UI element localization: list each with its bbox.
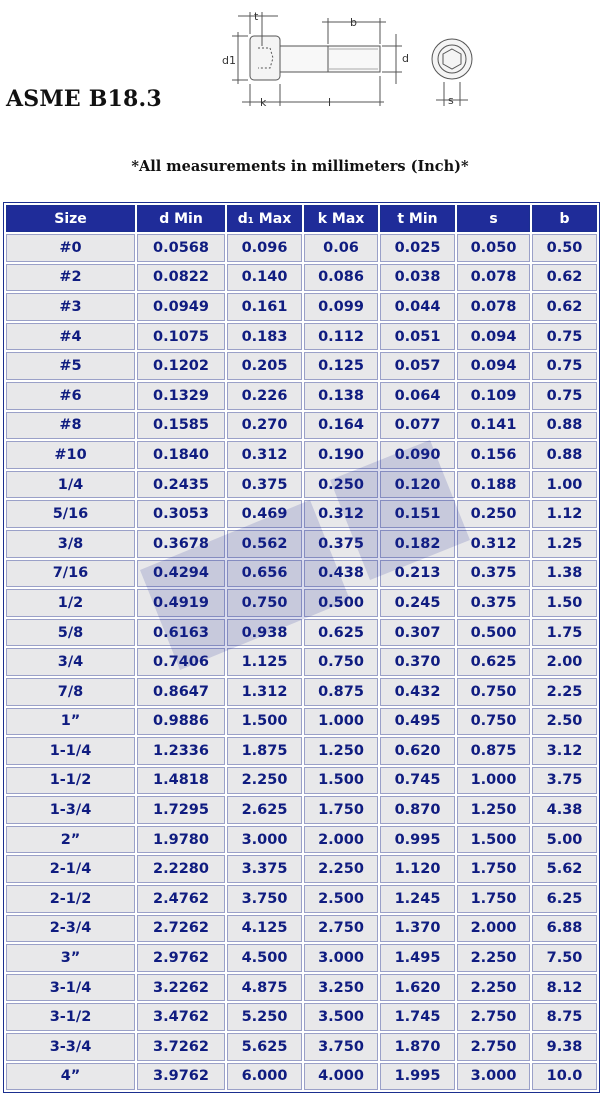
dim-label-l: l [328,96,332,109]
value-cell: 3.9762 [137,1063,225,1091]
table-row [6,826,597,854]
table-row [6,530,597,558]
value-cell: 0.750 [304,648,378,676]
value-cell: 0.75 [532,352,597,380]
size-cell: 3-1/2 [6,1003,135,1031]
table-row [6,648,597,676]
size-cell: #10 [6,441,135,469]
dim-label-d1: d1 [222,54,236,67]
value-cell: 1.870 [380,1033,455,1061]
value-cell: 0.312 [457,530,530,558]
size-cell: 2-1/4 [6,855,135,883]
value-cell: 1.370 [380,915,455,943]
value-cell: 8.12 [532,974,597,1002]
value-cell: 4.125 [227,915,302,943]
value-cell: 0.8647 [137,678,225,706]
socket-head-cap-screw-diagram [218,4,490,112]
table-row [6,974,597,1002]
value-cell: 0.1075 [137,323,225,351]
value-cell: 2.250 [457,974,530,1002]
column-header: b [532,205,597,232]
size-cell: 3-3/4 [6,1033,135,1061]
value-cell: 1.750 [457,855,530,883]
value-cell: 0.112 [304,323,378,351]
size-cell: 5/16 [6,500,135,528]
value-cell: 1.000 [457,767,530,795]
value-cell: 0.213 [380,560,455,588]
value-cell: 4.875 [227,974,302,1002]
value-cell: 0.500 [304,589,378,617]
value-cell: 0.064 [380,382,455,410]
value-cell: 0.4919 [137,589,225,617]
table-row [6,1033,597,1061]
value-cell: 0.120 [380,471,455,499]
value-cell: 0.0568 [137,234,225,262]
value-cell: 1.120 [380,855,455,883]
size-cell: 1” [6,708,135,736]
value-cell: 1.500 [457,826,530,854]
value-cell: 0.750 [227,589,302,617]
value-cell: 0.188 [457,471,530,499]
value-cell: 1.995 [380,1063,455,1091]
value-cell: 0.562 [227,530,302,558]
value-cell: 0.745 [380,767,455,795]
value-cell: 1.00 [532,471,597,499]
value-cell: 3.375 [227,855,302,883]
value-cell: 0.50 [532,234,597,262]
value-cell: 0.057 [380,352,455,380]
value-cell: 0.161 [227,293,302,321]
value-cell: 3.2262 [137,974,225,1002]
table-row [6,767,597,795]
value-cell: 0.875 [457,737,530,765]
value-cell: 1.500 [227,708,302,736]
value-cell: 1.000 [304,708,378,736]
table-row [6,737,597,765]
value-cell: 1.7295 [137,796,225,824]
table-row [6,412,597,440]
value-cell: 3.75 [532,767,597,795]
value-cell: 0.094 [457,352,530,380]
value-cell: 1.750 [304,796,378,824]
table-header-row [6,205,597,232]
value-cell: 2.750 [457,1003,530,1031]
table-row [6,1063,597,1091]
value-cell: 0.938 [227,619,302,647]
value-cell: 2.750 [457,1033,530,1061]
value-cell: 6.000 [227,1063,302,1091]
column-header: t Min [380,205,455,232]
table-row [6,944,597,972]
table-row [6,441,597,469]
size-cell: 1-1/4 [6,737,135,765]
value-cell: 3.750 [304,1033,378,1061]
value-cell: 0.3678 [137,530,225,558]
value-cell: 5.00 [532,826,597,854]
value-cell: 1.50 [532,589,597,617]
table-row [6,589,597,617]
value-cell: 1.9780 [137,826,225,854]
value-cell: 0.870 [380,796,455,824]
value-cell: 0.625 [304,619,378,647]
size-cell: 2-1/2 [6,885,135,913]
table-row [6,708,597,736]
column-header: k Max [304,205,378,232]
value-cell: 0.438 [304,560,378,588]
value-cell: 0.62 [532,264,597,292]
table-row [6,352,597,380]
value-cell: 5.625 [227,1033,302,1061]
value-cell: 0.044 [380,293,455,321]
value-cell: 0.270 [227,412,302,440]
size-cell: 1/4 [6,471,135,499]
value-cell: 0.4294 [137,560,225,588]
value-cell: 2.250 [304,855,378,883]
value-cell: 0.078 [457,293,530,321]
table-row [6,293,597,321]
value-cell: 0.038 [380,264,455,292]
value-cell: 2.625 [227,796,302,824]
table-row [6,1003,597,1031]
table-row [6,234,597,262]
size-cell: 1-3/4 [6,796,135,824]
size-cell: #4 [6,323,135,351]
table-row [6,855,597,883]
size-cell: 7/8 [6,678,135,706]
dim-label-s: s [448,94,454,107]
size-cell: #5 [6,352,135,380]
value-cell: 2.750 [304,915,378,943]
value-cell: 2.00 [532,648,597,676]
column-header: d₁ Max [227,205,302,232]
value-cell: 0.370 [380,648,455,676]
value-cell: 0.75 [532,382,597,410]
value-cell: 0.050 [457,234,530,262]
value-cell: 0.495 [380,708,455,736]
page-title: ASME B18.3 [6,86,162,112]
value-cell: 0.88 [532,441,597,469]
dim-label-d: d [402,52,409,65]
value-cell: 0.7406 [137,648,225,676]
value-cell: 2.250 [227,767,302,795]
value-cell: 0.1329 [137,382,225,410]
value-cell: 0.375 [457,560,530,588]
value-cell: 0.1585 [137,412,225,440]
value-cell: 4.000 [304,1063,378,1091]
value-cell: 0.086 [304,264,378,292]
table-row [6,382,597,410]
value-cell: 0.025 [380,234,455,262]
value-cell: 9.38 [532,1033,597,1061]
value-cell: 0.995 [380,826,455,854]
value-cell: 0.205 [227,352,302,380]
value-cell: 3.000 [227,826,302,854]
size-cell: 3/8 [6,530,135,558]
value-cell: 1.250 [304,737,378,765]
value-cell: 0.245 [380,589,455,617]
value-cell: 1.25 [532,530,597,558]
table-row [6,915,597,943]
measurement-note: *All measurements in millimeters (Inch)* [131,158,469,175]
dimension-table [3,202,600,1093]
value-cell: 0.226 [227,382,302,410]
table-row [6,471,597,499]
value-cell: 1.745 [380,1003,455,1031]
table-row [6,264,597,292]
table-row [6,678,597,706]
value-cell: 0.06 [304,234,378,262]
value-cell: 1.495 [380,944,455,972]
table-row [6,885,597,913]
value-cell: 0.096 [227,234,302,262]
table-row [6,323,597,351]
value-cell: 0.750 [457,678,530,706]
value-cell: 3.250 [304,974,378,1002]
value-cell: 0.1202 [137,352,225,380]
value-cell: 0.500 [457,619,530,647]
value-cell: 0.090 [380,441,455,469]
value-cell: 1.875 [227,737,302,765]
value-cell: 0.0822 [137,264,225,292]
size-cell: #3 [6,293,135,321]
dim-label-k: k [260,96,267,109]
table-row [6,500,597,528]
value-cell: 0.375 [227,471,302,499]
value-cell: 0.9886 [137,708,225,736]
table-row [6,619,597,647]
size-cell: #2 [6,264,135,292]
value-cell: 0.250 [457,500,530,528]
value-cell: 1.2336 [137,737,225,765]
size-cell: 2” [6,826,135,854]
value-cell: 0.078 [457,264,530,292]
size-cell: 3-1/4 [6,974,135,1002]
value-cell: 0.138 [304,382,378,410]
value-cell: 1.12 [532,500,597,528]
size-cell: #8 [6,412,135,440]
value-cell: 7.50 [532,944,597,972]
value-cell: 3.4762 [137,1003,225,1031]
size-cell: 2-3/4 [6,915,135,943]
value-cell: 1.4818 [137,767,225,795]
value-cell: 0.62 [532,293,597,321]
size-cell: 3” [6,944,135,972]
column-header: d Min [137,205,225,232]
size-cell: 7/16 [6,560,135,588]
size-cell: 3/4 [6,648,135,676]
value-cell: 0.051 [380,323,455,351]
value-cell: 2.2280 [137,855,225,883]
value-cell: 2.7262 [137,915,225,943]
value-cell: 3.000 [304,944,378,972]
value-cell: 0.182 [380,530,455,558]
value-cell: 3.12 [532,737,597,765]
value-cell: 0.0949 [137,293,225,321]
value-cell: 0.156 [457,441,530,469]
value-cell: 0.432 [380,678,455,706]
value-cell: 0.2435 [137,471,225,499]
value-cell: 4.38 [532,796,597,824]
value-cell: 10.0 [532,1063,597,1091]
value-cell: 0.077 [380,412,455,440]
value-cell: 0.250 [304,471,378,499]
value-cell: 1.250 [457,796,530,824]
size-cell: 1/2 [6,589,135,617]
table-row [6,560,597,588]
value-cell: 0.125 [304,352,378,380]
value-cell: 5.62 [532,855,597,883]
dim-label-t: t [254,10,259,23]
value-cell: 0.375 [457,589,530,617]
value-cell: 0.312 [227,441,302,469]
value-cell: 3.750 [227,885,302,913]
value-cell: 0.109 [457,382,530,410]
value-cell: 0.656 [227,560,302,588]
value-cell: 2.25 [532,678,597,706]
value-cell: 0.625 [457,648,530,676]
value-cell: 0.469 [227,500,302,528]
value-cell: 2.9762 [137,944,225,972]
size-cell: 5/8 [6,619,135,647]
value-cell: 5.250 [227,1003,302,1031]
value-cell: 3.500 [304,1003,378,1031]
value-cell: 2.000 [304,826,378,854]
value-cell: 0.88 [532,412,597,440]
value-cell: 0.875 [304,678,378,706]
value-cell: 3.7262 [137,1033,225,1061]
value-cell: 2.250 [457,944,530,972]
value-cell: 0.3053 [137,500,225,528]
value-cell: 1.125 [227,648,302,676]
value-cell: 1.620 [380,974,455,1002]
value-cell: 0.190 [304,441,378,469]
value-cell: 0.183 [227,323,302,351]
value-cell: 1.750 [457,885,530,913]
value-cell: 0.099 [304,293,378,321]
table-body [6,234,597,1090]
value-cell: 2.000 [457,915,530,943]
value-cell: 0.151 [380,500,455,528]
value-cell: 1.38 [532,560,597,588]
value-cell: 0.620 [380,737,455,765]
value-cell: 1.245 [380,885,455,913]
size-cell: #0 [6,234,135,262]
value-cell: 1.312 [227,678,302,706]
size-cell: 4” [6,1063,135,1091]
value-cell: 6.88 [532,915,597,943]
column-header: s [457,205,530,232]
value-cell: 0.750 [457,708,530,736]
value-cell: 0.140 [227,264,302,292]
table-row [6,796,597,824]
value-cell: 0.164 [304,412,378,440]
value-cell: 0.141 [457,412,530,440]
value-cell: 3.000 [457,1063,530,1091]
value-cell: 2.50 [532,708,597,736]
value-cell: 1.75 [532,619,597,647]
value-cell: 0.75 [532,323,597,351]
value-cell: 2.4762 [137,885,225,913]
value-cell: 0.307 [380,619,455,647]
value-cell: 0.375 [304,530,378,558]
value-cell: 4.500 [227,944,302,972]
size-cell: 1-1/2 [6,767,135,795]
value-cell: 8.75 [532,1003,597,1031]
dim-label-b: b [350,16,357,29]
value-cell: 2.500 [304,885,378,913]
value-cell: 6.25 [532,885,597,913]
value-cell: 0.312 [304,500,378,528]
value-cell: 0.1840 [137,441,225,469]
column-header: Size [6,205,135,232]
value-cell: 0.6163 [137,619,225,647]
size-cell: #6 [6,382,135,410]
value-cell: 1.500 [304,767,378,795]
value-cell: 0.094 [457,323,530,351]
